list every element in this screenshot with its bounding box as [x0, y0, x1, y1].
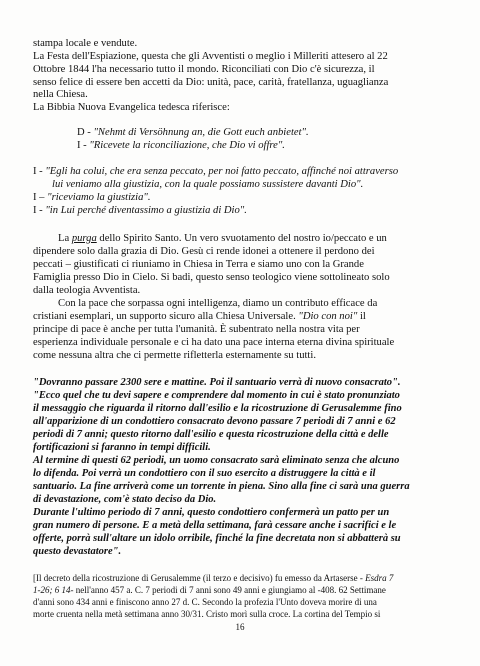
note-ref-esdra: Esdra 7 [365, 573, 394, 583]
daniel-line-1: "Dovranno passare 2300 sere e mattine. Poi il santuario verrà di nuovo consacrato". [33, 377, 401, 388]
daniel-line-4: all'apparizione di un condottiero consacrato devono passare 7 periodi di 7 anni e 62 [33, 416, 396, 427]
daniel-line-2: "Ecco quel che tu devi sapere e comprendere dal momento in cui è stato pronunziato [33, 390, 400, 401]
daniel-line-7: Al termine di questi 62 periodi, un uomo consacrato sarà eliminato senza che alcuno [33, 455, 400, 466]
translation-german-prefix: D - [77, 127, 94, 138]
intro-line-5: nella Chiesa. [33, 89, 88, 100]
daniel-line-12: gran numero di persone. E a metà della settimana, farà cessare anche i sacrifici e le [33, 520, 397, 531]
quote-3 [33, 205, 247, 217]
note-line-1-a: [Il decreto della ricostruzione di Gerusalemme (il terzo e decisivo) fu emesso da Artaserse - [33, 573, 366, 583]
purga-line-5: dalla teologia Avventista. [33, 285, 141, 296]
translation-italian-prefix: I - [77, 140, 90, 151]
daniel-line-5: periodi di 7 anni; questo ritorno dall'esilio e questa ricostruzione della città e delle [33, 429, 389, 440]
quote-3-prefix: I - [33, 205, 46, 216]
intro-line-4: senso felice di essere ben accetti da Dio: unità, pace, carità, fratellanza, uguaglianza [33, 77, 389, 88]
purga-word: purga [71, 233, 97, 244]
intro-line-6: La Bibbia Nuova Evangelica tedesca riferisce: [33, 102, 230, 113]
quote-3-text: "in Lui perché diventassimo a giustizia di Dio". [45, 205, 247, 216]
intro-line-3: Ottobre 1844 l'ha necessario tutto il mondo. Riconciliati con Dio c'è sicurezza, il [33, 64, 375, 75]
quote-1-line-2: lui veniamo alla giustizia, con la quale possiamo sussistere davanti Dio". [52, 179, 364, 190]
daniel-line-13: offerte, porrà sull'altare un idolo orribile, finché la fine decretata non si abbatterà su [33, 533, 401, 544]
purga-line-2: dipendere solo dalla grazia di Dio. Gesù ci rende idonei a ottenere il perdono dei [33, 246, 375, 257]
purga-line-4: Famiglia presso Dio in Cielo. Si badi, questo senso teologico viene sottolineato solo [33, 272, 390, 283]
daniel-line-6: fortificazioni si faranno in tempi difficili. [33, 442, 211, 453]
purga-line-3: peccati – giustificati ci riuniamo in Chiesa in Terra e siamo uno con la Grande [33, 259, 364, 270]
note-line-4: morte cruenta nella metà settimana anno 30/31. Cristo morì sulla croce. La cortina del Tempio si [33, 609, 381, 619]
purga-line-1-c: dello Spirito Santo. Un vero svuotamento del nostro io/peccato e un [96, 233, 387, 244]
daniel-line-14: questo devastatore". [33, 546, 122, 557]
daniel-line-8: lo difenda. Poi verrà un condottiero con il suo esercito a distruggere la città e il [33, 468, 376, 479]
quote-1-prefix: I - [33, 166, 46, 177]
quote-2 [33, 192, 150, 204]
pace-line-5: come nessuna altra che ci permette rifletterla esternamente su tutti. [33, 350, 316, 361]
daniel-line-3: il messaggio che riguarda il ritorno dall'esilio e la ricostruzione di Gerusalemme fino [33, 403, 402, 414]
pace-line-2 [33, 311, 366, 323]
pace-line-4: esperienza individuale personale e ci ha dato una pace interna eterna divina spirituale [33, 337, 395, 348]
daniel-line-11: Durante l'ultimo periodo di 7 anni, questo condottiero confermerà un patto per un [33, 507, 390, 518]
note-ref-verses: 1-26; 6 14 [33, 585, 71, 595]
note-line-2 [33, 585, 386, 596]
intro-line-1: stampa locale e vendute. [33, 38, 138, 49]
note-line-1 [33, 573, 393, 584]
translation-german [77, 127, 309, 139]
translation-italian-text: "Ricevete la riconciliazione, che Dio vi offre". [89, 140, 285, 151]
pace-line-3: principe di pace è anche per tutta l'umanità. È subentrato nella nostra vita per [33, 324, 360, 335]
pace-line-2-c: il [357, 311, 366, 322]
pace-line-2-a: cristiani esemplari, un supporto sicuro alla Chiesa Universale. [33, 311, 299, 322]
pace-line-1: Con la pace che sorpassa ogni intelligenza, diamo un contributo efficace da [58, 298, 378, 309]
quote-2-text: "riceviamo la giustizia". [47, 192, 151, 203]
quote-2-prefix: I – [33, 192, 48, 203]
purga-line-1 [58, 233, 387, 245]
purga-line-1-a: La [58, 233, 72, 244]
daniel-line-10: di devastazione, com'è stato deciso da Dio. [33, 494, 217, 505]
quote-1-text: "Egli ha colui, che era senza peccato, per noi fatto peccato, affinché noi attraverso [45, 166, 399, 177]
note-line-2-b: - nell'anno 457 a. C. 7 periodi di 7 anni sono 49 anni e giungiamo al -408. 62 Settimane [70, 585, 386, 595]
daniel-line-9: santuario. La fine arriverà come un torrente in piena. Sino alla fine ci sarà una guerra [33, 481, 410, 492]
note-line-3: d'anni sono 434 anni e finiscono anno 27 d. C. Secondo la profezia l'Unto doveva morire di una [33, 597, 377, 607]
quote-1-line-1 [33, 166, 398, 178]
translation-italian [77, 140, 285, 152]
dio-con-noi-quote: "Dio con noi" [298, 311, 358, 322]
translation-german-text: "Nehmt di Versöhnung an, die Gott euch anbietet". [93, 127, 309, 138]
intro-line-2: La Festa dell'Espiazione, questa che gli Avventisti o meglio i Milleriti attesero al 22 [33, 51, 388, 62]
page-number: 16 [235, 622, 245, 632]
